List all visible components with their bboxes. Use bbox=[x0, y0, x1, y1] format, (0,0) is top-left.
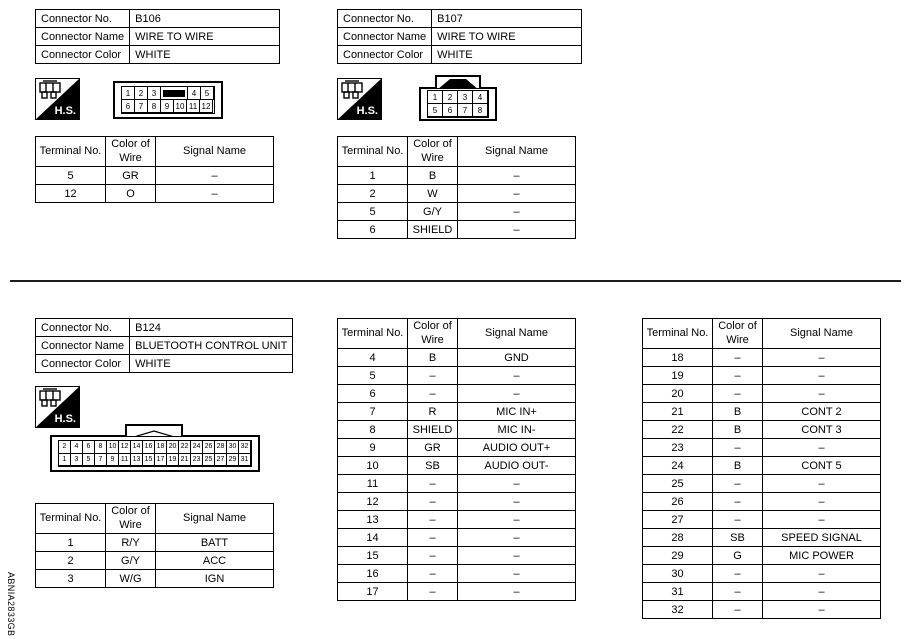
pin-row-bottom bbox=[428, 104, 488, 117]
terminal-no-cell: 5 bbox=[338, 203, 408, 221]
terminal-no-cell: 6 bbox=[338, 221, 408, 239]
terminal-row bbox=[338, 403, 576, 421]
wire-color-cell: G/Y bbox=[106, 552, 156, 570]
info-label-connector-color: Connector Color bbox=[36, 355, 130, 373]
hs-icon bbox=[35, 78, 80, 120]
pin-grid bbox=[121, 86, 215, 114]
pin-cell: 1 bbox=[121, 86, 135, 100]
terminal-rows bbox=[338, 167, 576, 239]
signal-name-cell: CONT 2 bbox=[763, 403, 881, 421]
connector-face-drawing-b124 bbox=[50, 424, 260, 472]
col-header-signal-name: Signal Name bbox=[763, 319, 881, 349]
terminal-row bbox=[338, 185, 576, 203]
wire-color-cell: SHIELD bbox=[408, 221, 458, 239]
pin-cell: 30 bbox=[226, 440, 239, 454]
hs-label: H.S. bbox=[54, 413, 76, 425]
terminal-no-cell: 1 bbox=[36, 534, 106, 552]
signal-name-cell: MIC POWER bbox=[763, 547, 881, 565]
terminal-row bbox=[643, 403, 881, 421]
wire-color-cell: GR bbox=[408, 439, 458, 457]
signal-name-cell: – bbox=[763, 367, 881, 385]
terminal-row bbox=[338, 385, 576, 403]
pin-cell: 15 bbox=[142, 453, 155, 467]
pin-cell: 22 bbox=[178, 440, 191, 454]
signal-name-cell: – bbox=[763, 439, 881, 457]
figure-code: ABNIA2833GB bbox=[6, 572, 16, 637]
terminal-row bbox=[338, 167, 576, 185]
terminal-no-cell: 9 bbox=[338, 439, 408, 457]
keyway-bar bbox=[163, 90, 185, 97]
terminal-no-cell: 25 bbox=[643, 475, 713, 493]
connector-no-value: B106 bbox=[130, 10, 280, 28]
connector-info-table-b107 bbox=[337, 9, 582, 64]
info-row bbox=[36, 46, 280, 64]
terminal-row bbox=[643, 457, 881, 475]
terminal-row bbox=[338, 203, 576, 221]
terminal-header-row bbox=[36, 137, 274, 167]
info-label-connector-name: Connector Name bbox=[338, 28, 432, 46]
wire-color-cell: – bbox=[713, 601, 763, 619]
info-label-connector-color: Connector Color bbox=[338, 46, 432, 64]
hs-label: H.S. bbox=[356, 105, 378, 117]
col-header-signal-name: Signal Name bbox=[156, 504, 274, 534]
connector-face-drawing-b107 bbox=[419, 75, 497, 121]
signal-name-cell: SPEED SIGNAL bbox=[763, 529, 881, 547]
signal-name-cell: – bbox=[763, 511, 881, 529]
signal-name-cell: – bbox=[458, 167, 576, 185]
terminal-row bbox=[643, 367, 881, 385]
terminal-row bbox=[643, 565, 881, 583]
terminal-no-cell: 4 bbox=[338, 349, 408, 367]
wire-color-cell: O bbox=[106, 185, 156, 203]
connector-color-value: WHITE bbox=[130, 355, 293, 373]
terminal-no-cell: 16 bbox=[338, 565, 408, 583]
connector-face-drawing-b106 bbox=[113, 81, 223, 119]
pin-cell: 8 bbox=[472, 103, 488, 117]
tab-key-shape bbox=[437, 79, 479, 88]
wire-color-cell: – bbox=[408, 547, 458, 565]
pin-cell: 12 bbox=[118, 440, 131, 454]
keyway-cell bbox=[160, 86, 188, 100]
terminal-row bbox=[338, 547, 576, 565]
wire-color-cell: – bbox=[408, 367, 458, 385]
terminal-no-cell: 24 bbox=[643, 457, 713, 475]
pin-cell: 17 bbox=[154, 453, 167, 467]
pin-cell: 14 bbox=[130, 440, 143, 454]
signal-name-cell: MIC IN- bbox=[458, 421, 576, 439]
col-header-color-of-wire: Color of Wire bbox=[106, 137, 156, 167]
terminal-row bbox=[643, 493, 881, 511]
hs-icon bbox=[35, 386, 80, 428]
terminal-no-cell: 22 bbox=[643, 421, 713, 439]
terminal-no-cell: 14 bbox=[338, 529, 408, 547]
terminal-row bbox=[338, 221, 576, 239]
terminal-rows bbox=[36, 167, 274, 203]
pin-cell: 6 bbox=[121, 99, 135, 113]
pin-cell: 3 bbox=[70, 453, 83, 467]
signal-name-cell: – bbox=[763, 475, 881, 493]
col-header-color-of-wire: Color of Wire bbox=[713, 319, 763, 349]
connector-body bbox=[419, 87, 497, 121]
wire-color-cell: SB bbox=[408, 457, 458, 475]
wire-color-cell: B bbox=[713, 403, 763, 421]
terminal-row bbox=[338, 529, 576, 547]
signal-name-cell: – bbox=[763, 385, 881, 403]
terminal-no-cell: 12 bbox=[338, 493, 408, 511]
terminal-row bbox=[36, 552, 274, 570]
info-label-connector-name: Connector Name bbox=[36, 28, 130, 46]
wire-color-cell: – bbox=[408, 475, 458, 493]
wire-color-cell: – bbox=[713, 511, 763, 529]
info-row bbox=[36, 355, 293, 373]
wire-color-cell: G bbox=[713, 547, 763, 565]
col-header-signal-name: Signal Name bbox=[458, 319, 576, 349]
connector-info-table-b106 bbox=[35, 9, 280, 64]
signal-name-cell: ACC bbox=[156, 552, 274, 570]
terminal-no-cell: 31 bbox=[643, 583, 713, 601]
terminal-no-cell: 28 bbox=[643, 529, 713, 547]
terminal-no-cell: 12 bbox=[36, 185, 106, 203]
terminal-table-b124-b bbox=[337, 318, 576, 601]
connector-info-table-b124 bbox=[35, 318, 293, 373]
terminal-table-b107 bbox=[337, 136, 576, 239]
pin-cell: 32 bbox=[238, 440, 251, 454]
pin-cell: 2 bbox=[58, 440, 71, 454]
connector-name-value: WIRE TO WIRE bbox=[432, 28, 582, 46]
pin-cell: 2 bbox=[134, 86, 148, 100]
pin-cell: 11 bbox=[186, 99, 200, 113]
pin-cell: 29 bbox=[226, 453, 239, 467]
wire-color-cell: – bbox=[713, 439, 763, 457]
pin-cell: 20 bbox=[166, 440, 179, 454]
terminal-no-cell: 5 bbox=[36, 167, 106, 185]
pin-row-bottom bbox=[122, 100, 214, 113]
pin-row-bottom bbox=[59, 454, 251, 467]
pin-cell: 16 bbox=[142, 440, 155, 454]
pin-cell: 10 bbox=[173, 99, 187, 113]
signal-name-cell: – bbox=[763, 601, 881, 619]
terminal-row bbox=[338, 565, 576, 583]
terminal-row bbox=[338, 493, 576, 511]
terminal-no-cell: 8 bbox=[338, 421, 408, 439]
connector-color-value: WHITE bbox=[130, 46, 280, 64]
col-header-color-of-wire: Color of Wire bbox=[106, 504, 156, 534]
connector-name-value: WIRE TO WIRE bbox=[130, 28, 280, 46]
terminal-rows bbox=[338, 349, 576, 601]
terminal-row bbox=[338, 439, 576, 457]
wire-color-cell: – bbox=[713, 583, 763, 601]
terminal-no-cell: 5 bbox=[338, 367, 408, 385]
terminal-header-row bbox=[338, 137, 576, 167]
wire-color-cell: – bbox=[408, 493, 458, 511]
terminal-row bbox=[338, 421, 576, 439]
terminal-no-cell: 29 bbox=[643, 547, 713, 565]
signal-name-cell: – bbox=[458, 493, 576, 511]
pin-cell: 2 bbox=[442, 90, 458, 104]
pin-cell: 9 bbox=[160, 99, 174, 113]
terminal-no-cell: 2 bbox=[36, 552, 106, 570]
wire-color-cell: – bbox=[713, 367, 763, 385]
terminal-row bbox=[338, 583, 576, 601]
connector-body bbox=[50, 435, 260, 472]
terminal-no-cell: 23 bbox=[643, 439, 713, 457]
signal-name-cell: – bbox=[458, 185, 576, 203]
pin-cell: 6 bbox=[82, 440, 95, 454]
pin-cell: 19 bbox=[166, 453, 179, 467]
terminal-row bbox=[338, 367, 576, 385]
hs-label: H.S. bbox=[54, 105, 76, 117]
terminal-no-cell: 30 bbox=[643, 565, 713, 583]
terminal-row bbox=[36, 534, 274, 552]
terminal-no-cell: 1 bbox=[338, 167, 408, 185]
terminal-row bbox=[338, 475, 576, 493]
terminal-no-cell: 13 bbox=[338, 511, 408, 529]
signal-name-cell: AUDIO OUT- bbox=[458, 457, 576, 475]
pin-cell: 4 bbox=[472, 90, 488, 104]
info-label-connector-no: Connector No. bbox=[36, 10, 130, 28]
terminal-header-row bbox=[338, 319, 576, 349]
signal-name-cell: – bbox=[458, 203, 576, 221]
connector-no-value: B124 bbox=[130, 319, 293, 337]
terminal-row bbox=[643, 349, 881, 367]
wire-color-cell: B bbox=[713, 421, 763, 439]
wire-color-cell: W/G bbox=[106, 570, 156, 588]
terminal-row bbox=[643, 547, 881, 565]
connector-tab bbox=[435, 75, 481, 88]
col-header-terminal-no: Terminal No. bbox=[643, 319, 713, 349]
pin-cell: 13 bbox=[130, 453, 143, 467]
wire-color-cell: G/Y bbox=[408, 203, 458, 221]
info-label-connector-name: Connector Name bbox=[36, 337, 130, 355]
terminal-table-b124-c bbox=[642, 318, 881, 619]
wire-color-cell: – bbox=[713, 565, 763, 583]
signal-name-cell: – bbox=[458, 511, 576, 529]
signal-name-cell: – bbox=[458, 547, 576, 565]
terminal-row bbox=[643, 529, 881, 547]
pin-cell: 28 bbox=[214, 440, 227, 454]
wire-color-cell: SHIELD bbox=[408, 421, 458, 439]
signal-name-cell: – bbox=[458, 565, 576, 583]
signal-name-cell: – bbox=[458, 221, 576, 239]
pin-cell: 4 bbox=[187, 86, 201, 100]
terminal-no-cell: 19 bbox=[643, 367, 713, 385]
info-row bbox=[36, 319, 293, 337]
signal-name-cell: – bbox=[156, 185, 274, 203]
pin-cell: 4 bbox=[70, 440, 83, 454]
terminal-row bbox=[643, 583, 881, 601]
signal-name-cell: – bbox=[458, 583, 576, 601]
pin-cell: 6 bbox=[442, 103, 458, 117]
terminal-row bbox=[643, 385, 881, 403]
info-row bbox=[36, 337, 293, 355]
connector-no-value: B107 bbox=[432, 10, 582, 28]
signal-name-cell: – bbox=[763, 493, 881, 511]
terminal-row bbox=[36, 167, 274, 185]
pin-cell: 31 bbox=[238, 453, 251, 467]
signal-name-cell: GND bbox=[458, 349, 576, 367]
wire-color-cell: B bbox=[408, 349, 458, 367]
terminal-no-cell: 11 bbox=[338, 475, 408, 493]
col-header-signal-name: Signal Name bbox=[156, 137, 274, 167]
signal-name-cell: – bbox=[458, 385, 576, 403]
signal-name-cell: – bbox=[458, 367, 576, 385]
terminal-row bbox=[36, 570, 274, 588]
pin-cell: 12 bbox=[199, 99, 213, 113]
terminal-no-cell: 7 bbox=[338, 403, 408, 421]
terminal-no-cell: 20 bbox=[643, 385, 713, 403]
terminal-row bbox=[338, 349, 576, 367]
signal-name-cell: CONT 5 bbox=[763, 457, 881, 475]
terminal-row bbox=[643, 475, 881, 493]
wire-color-cell: – bbox=[713, 385, 763, 403]
col-header-signal-name: Signal Name bbox=[458, 137, 576, 167]
wire-color-cell: – bbox=[408, 529, 458, 547]
signal-name-cell: – bbox=[763, 583, 881, 601]
pin-cell: 18 bbox=[154, 440, 167, 454]
col-header-terminal-no: Terminal No. bbox=[36, 137, 106, 167]
pin-cell: 5 bbox=[200, 86, 214, 100]
terminal-header-row bbox=[643, 319, 881, 349]
info-row bbox=[36, 28, 280, 46]
pin-cell: 8 bbox=[94, 440, 107, 454]
pin-grid bbox=[427, 90, 489, 118]
wire-color-cell: – bbox=[713, 349, 763, 367]
pin-cell: 3 bbox=[147, 86, 161, 100]
connector-tab bbox=[125, 424, 183, 436]
wire-color-cell: B bbox=[713, 457, 763, 475]
pin-cell: 5 bbox=[427, 103, 443, 117]
terminal-row bbox=[643, 601, 881, 619]
wire-color-cell: B bbox=[408, 167, 458, 185]
signal-name-cell: – bbox=[156, 167, 274, 185]
wire-color-cell: R bbox=[408, 403, 458, 421]
info-row bbox=[338, 46, 582, 64]
pin-cell: 8 bbox=[147, 99, 161, 113]
terminal-header-row bbox=[36, 504, 274, 534]
col-header-color-of-wire: Color of Wire bbox=[408, 137, 458, 167]
terminal-no-cell: 32 bbox=[643, 601, 713, 619]
wire-color-cell: – bbox=[408, 511, 458, 529]
signal-name-cell: – bbox=[458, 529, 576, 547]
signal-name-cell: – bbox=[763, 565, 881, 583]
terminal-no-cell: 15 bbox=[338, 547, 408, 565]
signal-name-cell: – bbox=[458, 475, 576, 493]
terminal-no-cell: 21 bbox=[643, 403, 713, 421]
pin-cell: 7 bbox=[134, 99, 148, 113]
wire-color-cell: GR bbox=[106, 167, 156, 185]
pin-cell: 24 bbox=[190, 440, 203, 454]
terminal-row bbox=[338, 511, 576, 529]
pin-cell: 5 bbox=[82, 453, 95, 467]
pin-cell: 26 bbox=[202, 440, 215, 454]
wire-color-cell: – bbox=[408, 385, 458, 403]
hs-icon bbox=[337, 78, 382, 120]
pin-cell: 7 bbox=[457, 103, 473, 117]
tab-latch-lines bbox=[127, 431, 181, 436]
terminal-no-cell: 3 bbox=[36, 570, 106, 588]
wire-color-cell: R/Y bbox=[106, 534, 156, 552]
pin-cell: 3 bbox=[457, 90, 473, 104]
terminal-no-cell: 10 bbox=[338, 457, 408, 475]
terminal-table-b106 bbox=[35, 136, 274, 203]
info-row bbox=[36, 10, 280, 28]
info-row bbox=[338, 28, 582, 46]
pin-cell: 11 bbox=[118, 453, 131, 467]
info-label-connector-color: Connector Color bbox=[36, 46, 130, 64]
signal-name-cell: AUDIO OUT+ bbox=[458, 439, 576, 457]
info-label-connector-no: Connector No. bbox=[36, 319, 130, 337]
pin-cell: 23 bbox=[190, 453, 203, 467]
signal-name-cell: IGN bbox=[156, 570, 274, 588]
pin-cell: 1 bbox=[58, 453, 71, 467]
wire-color-cell: – bbox=[408, 565, 458, 583]
terminal-row bbox=[338, 457, 576, 475]
pin-cell: 21 bbox=[178, 453, 191, 467]
info-label-connector-no: Connector No. bbox=[338, 10, 432, 28]
wire-color-cell: – bbox=[408, 583, 458, 601]
wire-color-cell: – bbox=[713, 493, 763, 511]
terminal-table-b124-a bbox=[35, 503, 274, 588]
info-row bbox=[338, 10, 582, 28]
connector-color-value: WHITE bbox=[432, 46, 582, 64]
terminal-no-cell: 27 bbox=[643, 511, 713, 529]
terminal-row bbox=[643, 421, 881, 439]
terminal-no-cell: 17 bbox=[338, 583, 408, 601]
signal-name-cell: BATT bbox=[156, 534, 274, 552]
terminal-row bbox=[643, 439, 881, 457]
pin-cell: 27 bbox=[214, 453, 227, 467]
col-header-terminal-no: Terminal No. bbox=[338, 319, 408, 349]
terminal-no-cell: 6 bbox=[338, 385, 408, 403]
pin-cell: 9 bbox=[106, 453, 119, 467]
terminal-rows bbox=[643, 349, 881, 619]
terminal-no-cell: 26 bbox=[643, 493, 713, 511]
connector-name-value: BLUETOOTH CONTROL UNIT bbox=[130, 337, 293, 355]
terminal-rows bbox=[36, 534, 274, 588]
terminal-row bbox=[643, 511, 881, 529]
signal-name-cell: MIC IN+ bbox=[458, 403, 576, 421]
pin-grid bbox=[58, 440, 252, 467]
col-header-terminal-no: Terminal No. bbox=[338, 137, 408, 167]
pin-cell: 10 bbox=[106, 440, 119, 454]
wire-color-cell: SB bbox=[713, 529, 763, 547]
pin-cell: 25 bbox=[202, 453, 215, 467]
signal-name-cell: – bbox=[763, 349, 881, 367]
wire-color-cell: W bbox=[408, 185, 458, 203]
pin-cell: 1 bbox=[427, 90, 443, 104]
wire-color-cell: – bbox=[713, 475, 763, 493]
col-header-color-of-wire: Color of Wire bbox=[408, 319, 458, 349]
terminal-no-cell: 18 bbox=[643, 349, 713, 367]
terminal-row bbox=[36, 185, 274, 203]
terminal-no-cell: 2 bbox=[338, 185, 408, 203]
section-divider bbox=[10, 280, 901, 282]
col-header-terminal-no: Terminal No. bbox=[36, 504, 106, 534]
signal-name-cell: CONT 3 bbox=[763, 421, 881, 439]
pin-cell: 7 bbox=[94, 453, 107, 467]
